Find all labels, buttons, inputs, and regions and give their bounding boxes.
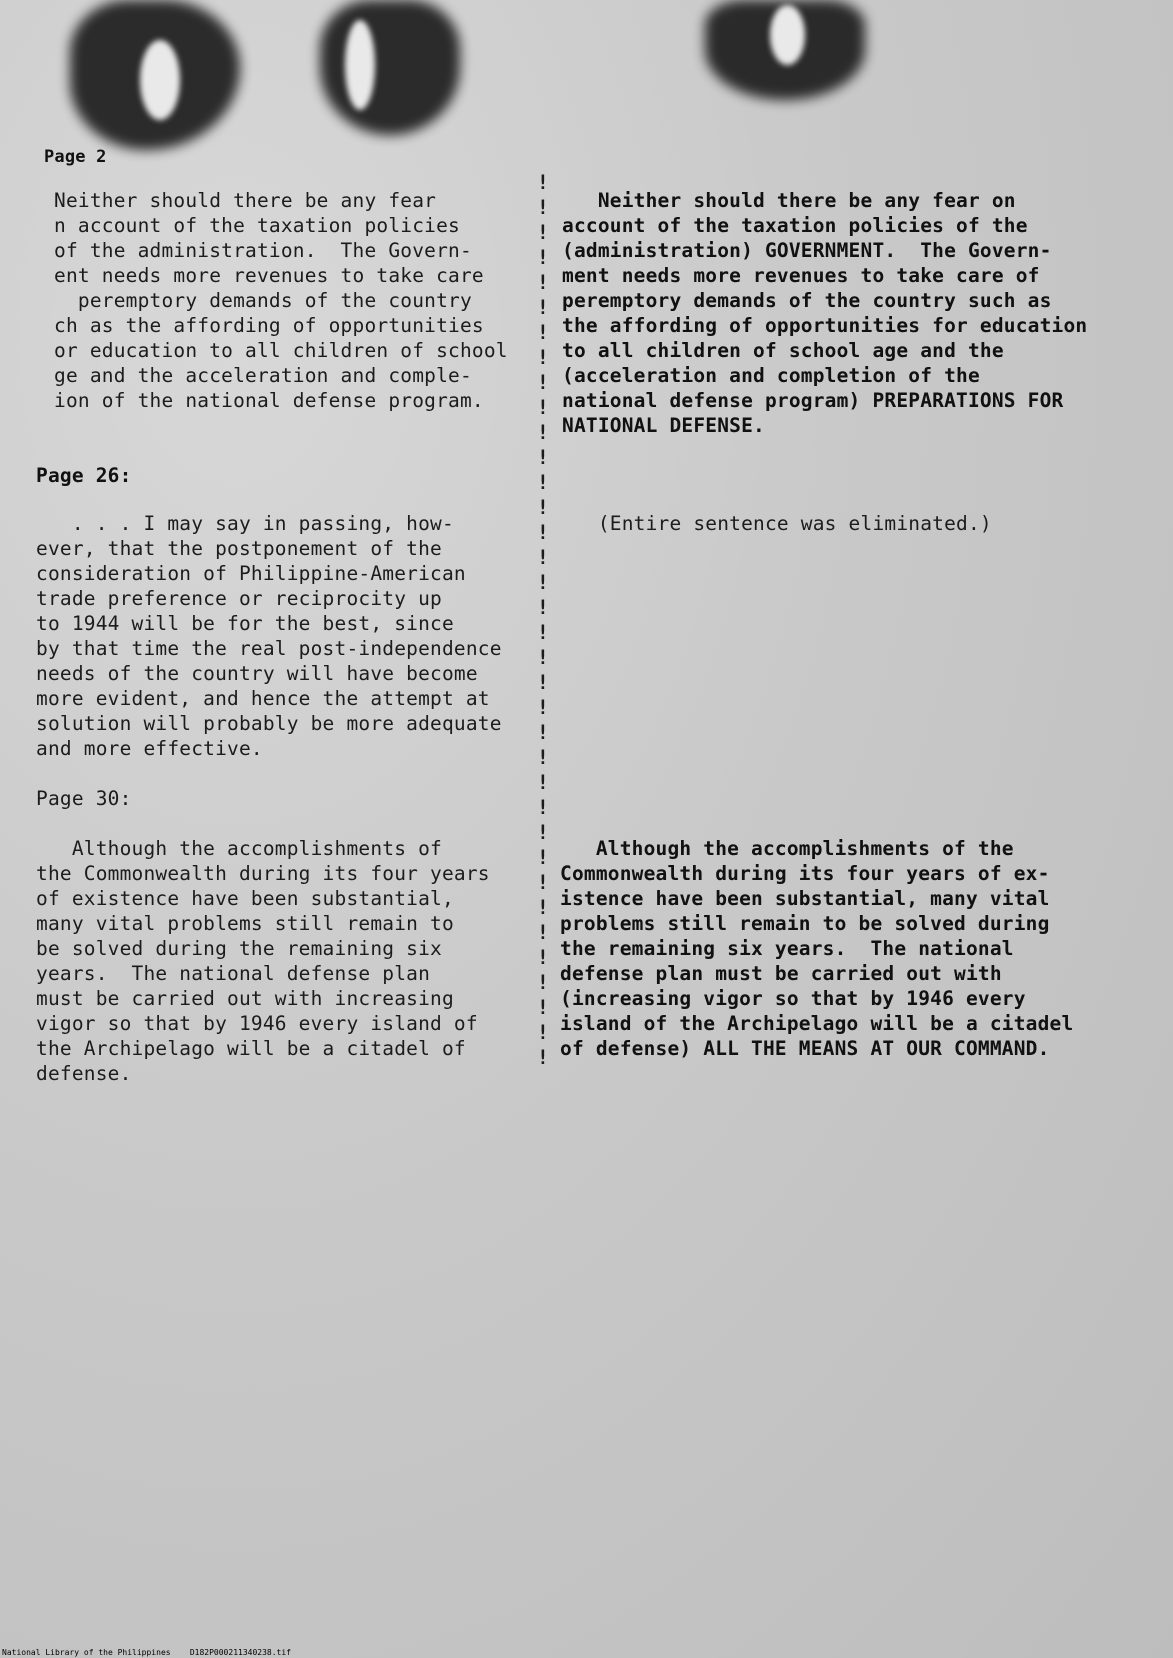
right-column-paragraph-3: Although the accomplishments of the Commonwealth during its four years of ex- istence have been substantial, many vital problems still remain to be solved during the remaining six years. The national defense plan must be carried out with (increasing vigor so that by 1946 every island of the Archipelago will be a citadel of defense) ALL THE MEANS AT OUR COMMAND. <box>560 837 1074 1060</box>
left-column-paragraph-2: . . . I may say in passing, how- ever, that the postponement of the consideration of Philippine-American trade preference or reciprocity up to 1944 will be for the best, since by that time the real post-independence needs of the country will have become more evident, and hence the attempt at solution will probably be more adequate and more effective. <box>36 512 502 760</box>
paper-tear <box>770 5 805 65</box>
right-column-paragraph-1: Neither should there be any fear on account of the taxation policies of the (administration) GOVERNMENT. The Govern- ment needs more revenues to take care of peremptory demands of the country such as the affording of opportunities for education to all children of school age and the (acceleration and completion of the national defense program) PREPARATIONS FOR NATIONAL DEFENSE. <box>562 189 1088 437</box>
page-label: Page 2 <box>44 147 107 167</box>
section-heading-page-26: Page 26: <box>36 464 132 487</box>
paper-tear <box>345 20 375 110</box>
section-heading-page-30: Page 30: <box>36 787 132 810</box>
ink-stain <box>320 0 460 135</box>
archive-caption: National Library of the Philippines D182P000211340238.tif <box>2 1648 291 1657</box>
left-column-paragraph-1: Neither should there be any fear n account of the taxation policies of the administration. The Govern- ent needs more revenues to take care peremptory demands of the country ch as the affording of opportunities or education to all children of school ge and the acceleration and comple- ion of the national defense program. <box>54 189 508 412</box>
right-column-paragraph-2: (Entire sentence was eliminated.) <box>562 512 992 535</box>
left-column-paragraph-3: Although the accomplishments of the Commonwealth during its four years of existence have been substantial, many vital problems still remain to be solved during the remaining six years. The national defense plan must be carried out with increasing vigor so that by 1946 every island of the Archipelago will be a citadel of defense. <box>36 837 490 1085</box>
paper-tear <box>140 40 180 120</box>
column-divider: ! ! ! ! ! ! ! ! ! ! ! ! ! ! ! ! ! ! ! ! ! ! ! ! ! ! ! ! ! ! ! ! ! ! ! ! <box>537 171 549 1069</box>
